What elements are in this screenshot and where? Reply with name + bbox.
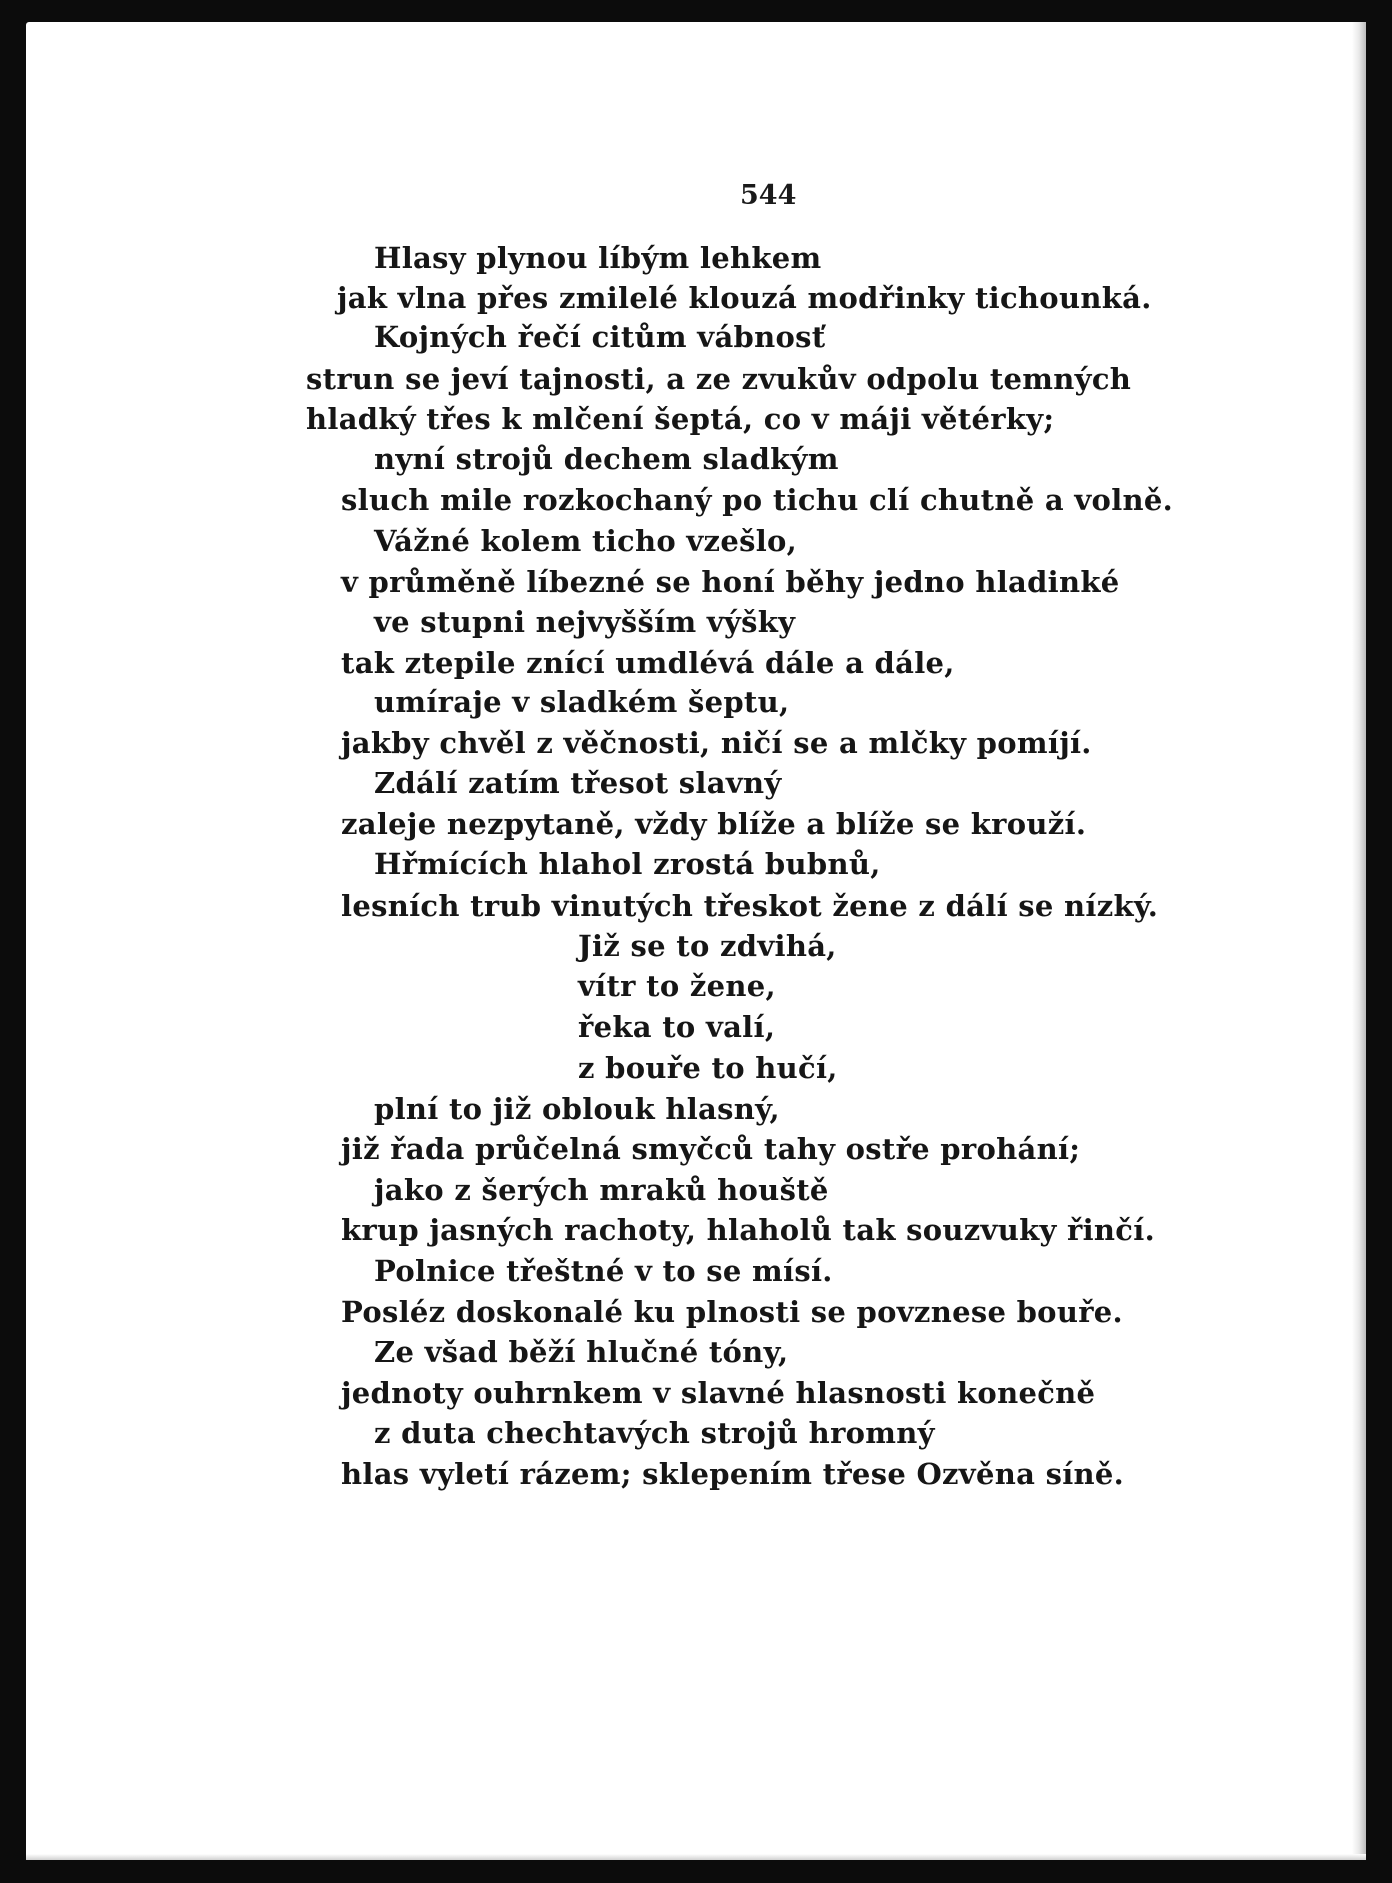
poem-line: strun se jeví tajnosti, a ze zvukův odpolu temných — [306, 362, 1132, 396]
poem-line: tak ztepile znící umdlévá dále a dále, — [341, 646, 955, 680]
poem-line: plní to již oblouk hlasný, — [374, 1092, 780, 1126]
poem-line: jak vlna přes zmilelé klouzá modřinky tichounká. — [337, 281, 1152, 315]
scan-edge-bottom — [26, 1854, 1366, 1860]
poem-line: Vážné kolem ticho vzešlo, — [374, 524, 798, 558]
poem-line: vítr to žene, — [578, 969, 776, 1003]
poem-line: umíraje v sladkém šeptu, — [374, 685, 790, 719]
poem-line: v průměně líbezné se honí běhy jedno hladinké — [341, 565, 1120, 599]
poem-line: krup jasných rachoty, hlaholů tak souzvuky řinčí. — [341, 1213, 1155, 1247]
poem-line: jednoty ouhrnkem v slavné hlasnosti konečně — [341, 1376, 1096, 1410]
poem-line: Ze všad běží hlučné tóny, — [374, 1335, 789, 1369]
poem-line: Hlasy plynou líbým lehkem — [374, 241, 822, 275]
poem-line: jakby chvěl z věčnosti, ničí se a mlčky pomíjí. — [341, 726, 1092, 760]
page-number: 544 — [740, 180, 797, 211]
poem-line: hlas vyletí rázem; sklepením třese Ozvěna síně. — [341, 1457, 1125, 1491]
scan-edge-right — [1352, 22, 1366, 1860]
poem-line: Posléz doskonalé ku plnosti se povznese bouře. — [341, 1295, 1123, 1329]
poem-line: nyní strojů dechem sladkým — [374, 442, 839, 476]
poem-line: sluch mile rozkochaný po tichu clí chutně a volně. — [341, 483, 1174, 517]
poem-line: lesních trub vinutých třeskot žene z dálí se nízký. — [341, 889, 1159, 923]
poem-line: Polnice třeštné v to se mísí. — [374, 1254, 833, 1288]
poem-line: Již se to zdvihá, — [578, 929, 837, 963]
book-page — [26, 22, 1366, 1860]
poem-line: Hřmících hlahol zrostá bubnů, — [374, 847, 881, 881]
poem-line: z duta chechtavých strojů hromný — [374, 1416, 935, 1450]
poem-line: již řada průčelná smyčců tahy ostře prohání; — [341, 1132, 1081, 1166]
poem-line: jako z šerých mraků houště — [374, 1173, 829, 1207]
poem-line: Kojných řečí citům vábnosť — [374, 320, 826, 354]
poem-line: z bouře to hučí, — [578, 1051, 838, 1085]
poem-line: hladký třes k mlčení šeptá, co v máji větérky; — [306, 402, 1055, 436]
poem-line: řeka to valí, — [578, 1010, 776, 1044]
poem-line: zaleje nezpytaně, vždy blíže a blíže se krouží. — [341, 807, 1087, 841]
poem-line: Zdálí zatím třesot slavný — [374, 766, 782, 800]
poem-line: ve stupni nejvyšším výšky — [374, 605, 796, 639]
